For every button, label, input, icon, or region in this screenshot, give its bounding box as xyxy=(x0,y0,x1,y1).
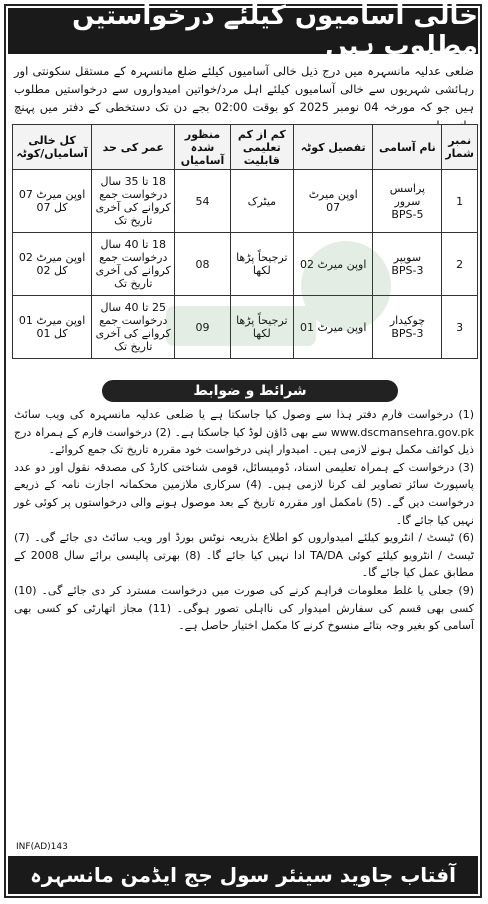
cell-age xyxy=(92,170,175,233)
post-name: چوکیدار xyxy=(389,314,425,327)
table-row xyxy=(13,296,478,359)
age-note: درخواست جمع کروانے کی آخری تاریخ تک xyxy=(95,188,171,227)
age-range: 18 تا 35 سال xyxy=(100,175,166,188)
cell-quota xyxy=(293,233,373,296)
table-header-row xyxy=(13,125,478,170)
posts-table xyxy=(12,124,478,359)
header-quota: تفصیل کوٹہ xyxy=(293,125,373,170)
cell-age xyxy=(92,233,175,296)
condition-paragraph: (6) ٹیسٹ / انٹرویو کیلئے امیدواروں کو اطلاع بذریعہ نوٹس بورڈ اور ویب سائٹ دی جائے گی۔ (7) ٹیسٹ / انٹرویو کیلئے کوئی TA/DA ادا نہیں کیا جائے گا۔ (8) بھرتی پالیسی برائے سال 2008 کے مطابق عمل کیا جائے گا۔ xyxy=(14,531,474,580)
conditions-heading: شرائط و ضوابط xyxy=(102,380,398,402)
total-count: کل 01 xyxy=(36,327,68,340)
header-post-name: نام آسامی xyxy=(373,125,442,170)
post-name: سویپر xyxy=(393,251,422,264)
header-total-vacancies: کل خالی آسامیاں/کوٹہ xyxy=(13,125,92,170)
cell-post xyxy=(373,296,442,359)
age-note: درخواست جمع کروانے کی آخری تاریخ تک xyxy=(95,251,171,290)
total-open-merit: اوپن میرٹ 01 xyxy=(18,314,86,327)
total-open-merit: اوپن میرٹ 07 xyxy=(18,188,86,201)
intro-paragraph: ضلعی عدلیہ مانسہرہ میں درج ذیل خالی آسامیوں کیلئے ضلع مانسہرہ کے مستقل سکونتی اور رہائشی شہریوں سے خالی آسامیوں کیلئے اہل مرد/خواتین امیدواروں سے درخواستیں مطلوب ہیں جو کہ مورخہ 04 نومبر 2025 کو بوقت 02:00 بجے دن تک دستخطی کے دفتر میں پہنچ xyxy=(14,64,474,114)
quota-label: اوپن میرٹ 01 xyxy=(299,320,367,334)
cell-post xyxy=(373,170,442,233)
post-bps: BPS-5 xyxy=(391,207,424,221)
cell-serial: 3 xyxy=(442,296,478,359)
advertisement-page xyxy=(4,1,482,898)
quota-number: 07 xyxy=(326,201,341,214)
age-note: درخواست جمع کروانے کی آخری تاریخ تک xyxy=(95,314,171,353)
cell-serial: 2 xyxy=(442,233,478,296)
condition-paragraph: (9) جعلی یا غلط معلومات فراہم کرنے کی صورت میں درخواست مسترد کر دی جائے گی۔ (10) کسی بھی قسم کی سفارش امیدوار کی نااہلی تصور ہوگی۔ (11) مجاز اتھارٹی کو کسی بھی آسامی کو بغیر وجہ بتائے منسوخ کرنے کا مکمل اختیار حاصل ہے۔ xyxy=(14,583,475,633)
table-row xyxy=(13,170,478,233)
cell-quota xyxy=(293,296,373,359)
cell-sanctioned: 54 xyxy=(175,170,230,233)
cell-sanctioned: 08 xyxy=(175,233,230,296)
cell-sanctioned: 09 xyxy=(175,296,230,359)
header-qualification: کم از کم تعلیمی قابلیت xyxy=(230,125,293,170)
cell-total xyxy=(13,170,92,233)
ad-title: خالی آسامیوں کیلئے درخواستیں مطلوب ہیں xyxy=(8,8,478,54)
table-row xyxy=(13,233,478,296)
age-range: 25 تا 40 سال xyxy=(100,301,166,314)
header-serial: نمبر شمار xyxy=(442,125,478,170)
cell-total xyxy=(13,296,92,359)
condition-paragraph: (3) درخواست کے ہمراہ تعلیمی اسناد، ڈومیسائل، قومی شناختی کارڈ کی مصدقہ نقول اور دو عدد پاسپورٹ سائز تصاویر لف کرنا لازمی ہیں۔ (4) سرکاری ملازمین محکمانہ اجازت نامہ کے ذریعے درخواست دیں گے۔ (5) نامکمل اور مقررہ تاریخ کے بعد موصول ہونے والی درخواستوں پر کوئی غور نہیں کیا جائے گا۔ xyxy=(14,460,474,527)
cell-qualification: ترجیحاً پڑھا لکھا xyxy=(230,233,293,296)
total-count: کل 02 xyxy=(36,264,68,277)
signature-footer: آفتاب جاوید سینئر سول جج ایڈمن مانسہرہ xyxy=(8,856,478,894)
post-bps: BPS-3 xyxy=(391,327,424,340)
conditions-text xyxy=(14,406,474,635)
cell-post xyxy=(373,233,442,296)
total-open-merit: اوپن میرٹ 02 xyxy=(18,251,86,264)
cell-qualification: میٹرک xyxy=(230,170,293,233)
post-name: پراسس سرور xyxy=(389,181,426,208)
cell-qualification: ترجیحاً پڑھا لکھا xyxy=(230,296,293,359)
total-count: کل 07 xyxy=(36,201,68,214)
header-sanctioned: منظور شدہ آسامیاں xyxy=(175,125,230,170)
condition-paragraph: (1) درخواست فارم دفتر ہذا سے وصول کیا جاسکتا ہے یا ضلعی عدلیہ مانسہرہ کی ویب سائٹ www.dscmansehra.gov.pk سے بھی ڈاؤن لوڈ کیا جاسکتا ہے۔ (2) درخواست فارم کے ہمراہ درج ذیل کوائف مکمل ہونے لازمی ہیں۔ امیدوار اپنی درخواست خود مقررہ تاریخ تک جمع کروائے۔ xyxy=(14,408,474,457)
cell-total xyxy=(13,233,92,296)
header-age-limit: عمر کی حد xyxy=(92,125,175,170)
post-bps: BPS-3 xyxy=(391,264,424,277)
quota-label: اوپن میرٹ xyxy=(308,188,358,201)
cell-serial: 1 xyxy=(442,170,478,233)
cell-quota xyxy=(293,170,373,233)
age-range: 18 تا 40 سال xyxy=(100,238,166,251)
reference-number: INF(AD)143 xyxy=(16,842,68,852)
cell-age xyxy=(92,296,175,359)
quota-label: اوپن میرٹ 02 xyxy=(299,257,367,271)
